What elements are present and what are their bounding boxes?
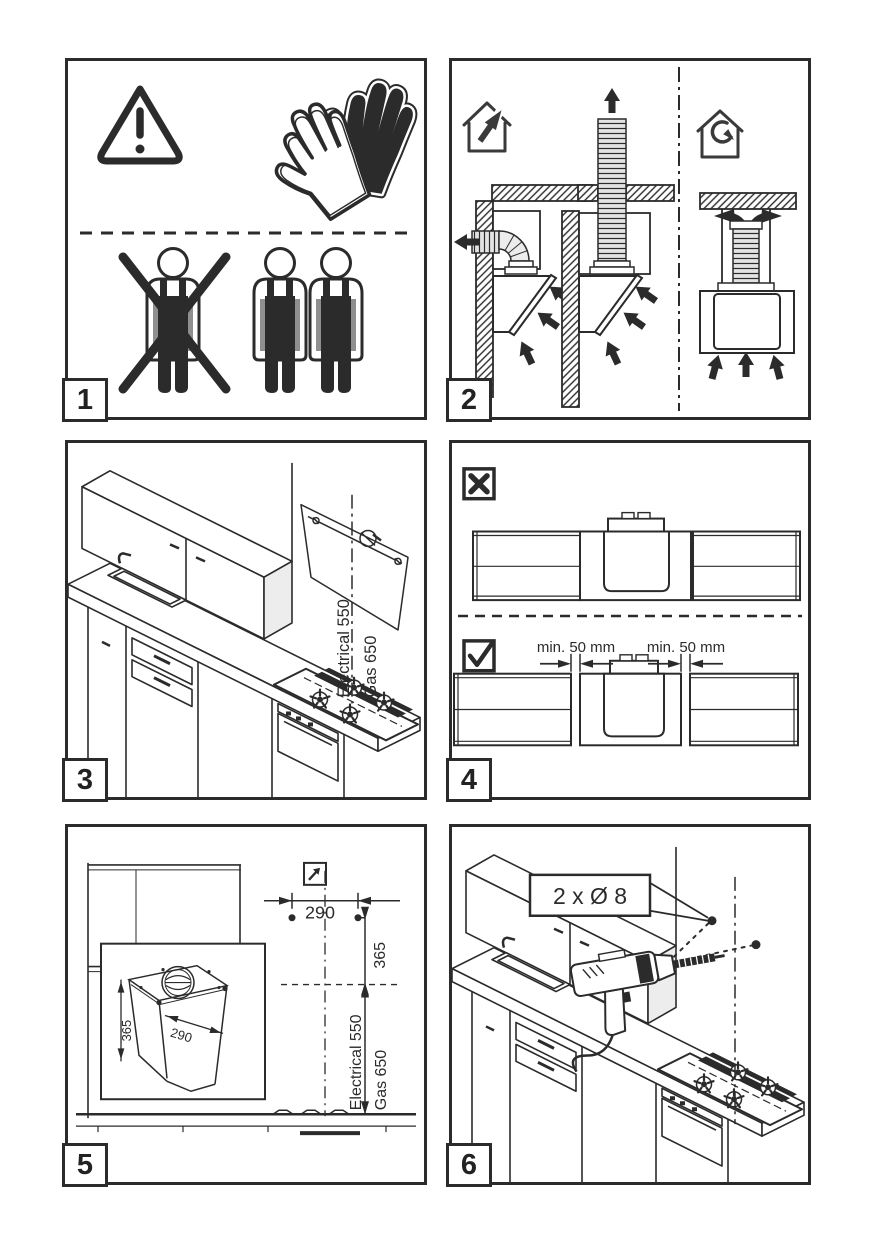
- panel-1-safety: [65, 58, 427, 420]
- panel-2-venting-modes: [449, 58, 811, 420]
- wall-mounting-template: [301, 505, 408, 630]
- electrical-height-label: Electrical 550: [334, 599, 354, 698]
- panel-6-drilling: [449, 824, 811, 1185]
- ducted-ceiling-outlet-diagram: [562, 88, 674, 407]
- panel-5-dimensions: [65, 824, 427, 1185]
- cross-box-icon: [464, 469, 494, 499]
- correct-clearance-installation: [454, 654, 798, 745]
- two-installers-icon: [254, 249, 362, 394]
- recirculation-hood-diagram: [700, 193, 796, 381]
- panel-number-4: [446, 758, 492, 802]
- min-clearance-left-label: min. 50 mm: [536, 638, 616, 656]
- inset-width-label: 290: [168, 1024, 194, 1046]
- panel-number-label: 5: [76, 1148, 94, 1181]
- drill-points: [674, 916, 761, 960]
- protective-gloves-icon: [254, 76, 417, 231]
- panel-number-1: [62, 378, 108, 422]
- min-clearance-right-label: min. 50 mm: [646, 638, 726, 656]
- panel-number-2: [446, 378, 492, 422]
- check-box-icon: [464, 641, 494, 671]
- panel-number-5: [62, 1143, 108, 1187]
- height-365-label: 365: [371, 941, 390, 969]
- gas-height-label: Gas 650: [361, 635, 381, 698]
- counter-cross-section: [76, 1110, 416, 1135]
- gas-height-label: Gas 650: [372, 1049, 391, 1111]
- house-recirculation-icon: [698, 111, 742, 157]
- inset-height-label: 365: [118, 1019, 135, 1042]
- panel-4-side-clearance: [449, 440, 811, 800]
- kitchen-isometric-view: [68, 463, 420, 797]
- panel-number-label: 6: [460, 1148, 478, 1181]
- panel-number-label: 4: [460, 763, 478, 796]
- panel-number-label: 3: [76, 763, 94, 796]
- hole-spacing-label: 290: [304, 902, 336, 923]
- electrical-height-label: Electrical 550: [347, 1014, 366, 1111]
- dimension-365: [361, 907, 369, 996]
- house-exhaust-icon: [464, 103, 510, 151]
- wrong-flush-installation: [473, 513, 800, 601]
- power-socket-icon: [304, 863, 326, 885]
- drill-diameter-label: 2 x Ø 8: [552, 882, 628, 909]
- panel-number-6: [446, 1143, 492, 1187]
- panel-3-mounting-height: [65, 440, 427, 800]
- single-person-prohibited-icon: [123, 249, 226, 394]
- warning-triangle-icon: [101, 89, 179, 161]
- panel-number-3: [62, 758, 108, 802]
- panel-number-label: 2: [460, 383, 478, 416]
- panel-number-label: 1: [76, 383, 94, 416]
